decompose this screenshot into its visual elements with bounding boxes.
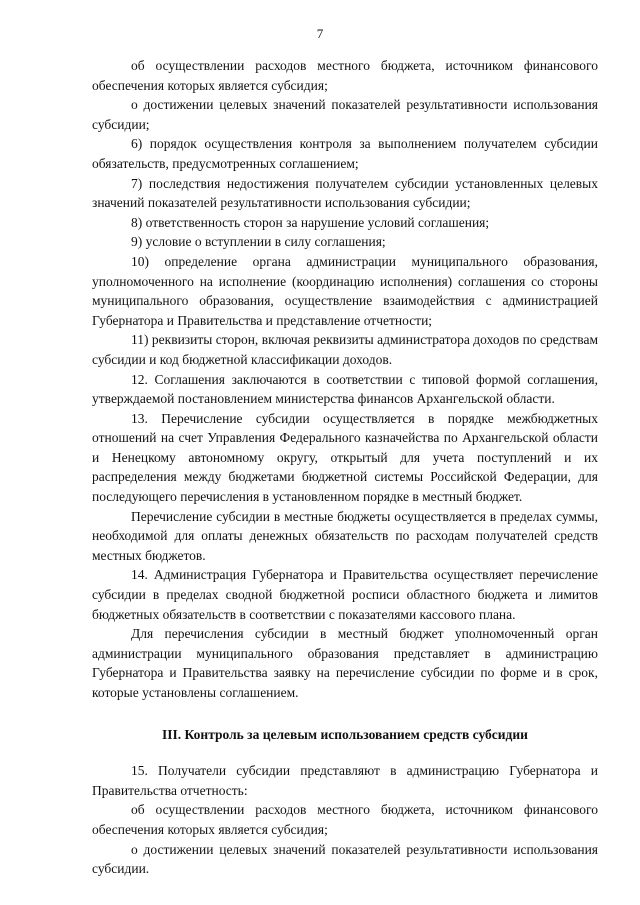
paragraph: 12. Соглашения заключаются в соответствии с типовой формой соглашения, утверждаемой постановлением министерства финансов Архангельской области.: [92, 371, 598, 407]
paragraph: 8) ответственность сторон за нарушение условий соглашения;: [131, 214, 490, 230]
paragraph: Для перечисления субсидии в местный бюджет уполномоченный орган администрации муниципального образования представляет в администрацию Губернатора и Правительства заявку на перечисление субсидии по форме и в срок, которые установлены соглашением.: [92, 626, 598, 700]
paragraph: 13. Перечисление субсидии осуществляется в порядке межбюджетных отношений на счет Управления Федерального казначейства по Архангельской области и Ненецкому автономному округу, открытый для учета поступлений и их распределения между бюджетами бюджетной системы Российской Федерации, для последующего перечисления в установленном порядке в местный бюджет.: [92, 410, 598, 505]
paragraph: 11) реквизиты сторон, включая реквизиты администратора доходов по средствам субсидии и код бюджетной классификации доходов.: [92, 332, 598, 367]
paragraph: 10) определение органа администрации муниципального образования, уполномоченного на исполнение (координацию исполнения) соглашения со стороны муниципального образования, осуществление взаимодействия с администрацией Губернатора и Правительства и представление отчетности;: [92, 253, 598, 328]
paragraph: 7) последствия недостижения получателем субсидии установленных целевых значений показателей результативности использования субсидии;: [92, 175, 598, 211]
document-body: [92, 56, 598, 879]
paragraph: 14. Администрация Губернатора и Правительства осуществляет перечисление субсидии в пределах сводной бюджетной росписи областного бюджета и лимитов бюджетных обязательств в соответствии с показателями кассового плана.: [92, 567, 598, 622]
paragraph: 15. Получатели субсидии представляют в администрацию Губернатора и Правительства отчетность:: [92, 763, 598, 798]
paragraph: Перечисление субсидии в местные бюджеты осуществляется в пределах суммы, необходимой для оплаты денежных обязательств по расходам получателей средств местных бюджетов.: [92, 508, 598, 563]
paragraph: об осуществлении расходов местного бюджета, источником финансового обеспечения которых является субсидия;: [92, 802, 598, 837]
paragraph: 6) порядок осуществления контроля за выполнением получателем субсидии обязательств, предусмотренных соглашением;: [92, 136, 598, 171]
page-number: 7: [316, 26, 324, 41]
paragraph: о достижении целевых значений показателей результативности использования субсидии;: [92, 97, 598, 132]
paragraph: о достижении целевых значений показателей результативности использования субсидии.: [92, 841, 598, 877]
paragraph: об осуществлении расходов местного бюджета, источником финансового обеспечения которых является субсидия;: [92, 58, 598, 93]
paragraph: 9) условие о вступлении в силу соглашения;: [131, 234, 386, 250]
section-heading: III. Контроль за целевым использованием средств субсидии: [162, 726, 528, 742]
